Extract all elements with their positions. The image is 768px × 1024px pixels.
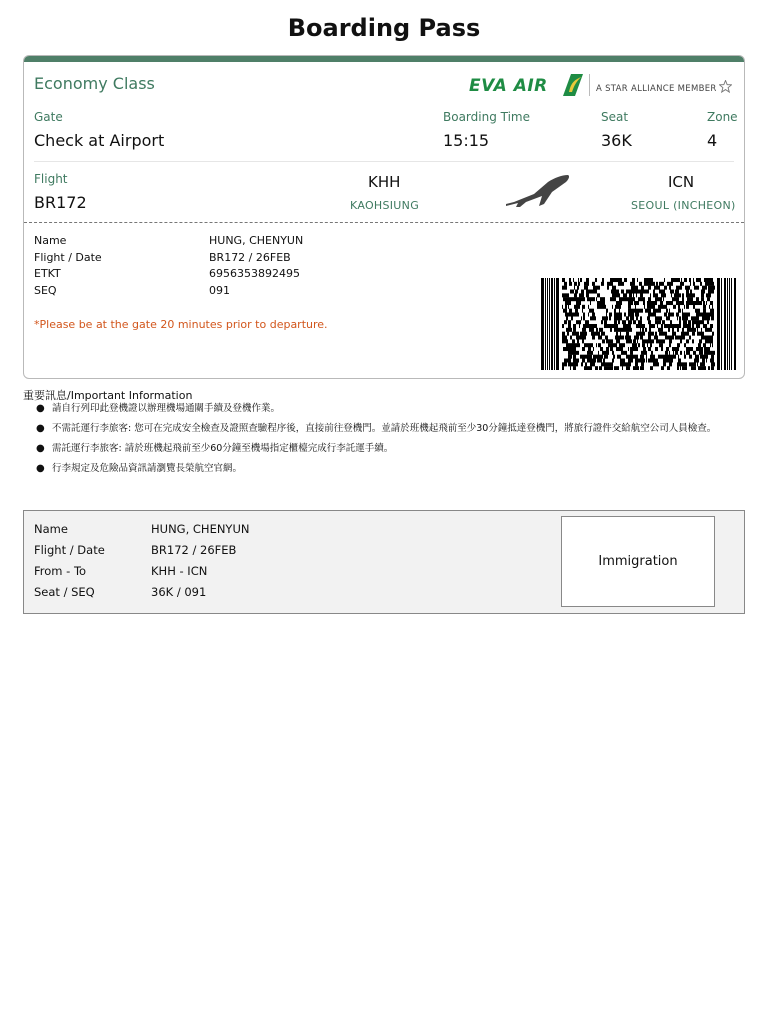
boarding-time-label: Boarding Time	[443, 110, 531, 124]
detail-name-value: HUNG, CHENYUN	[209, 234, 304, 247]
eva-air-logo-icon	[469, 72, 587, 96]
page-title: Boarding Pass	[287, 14, 481, 42]
origin-code: KHH	[368, 173, 401, 191]
airplane-icon	[504, 174, 572, 210]
gate-label: Gate	[34, 110, 63, 124]
bullet-icon: ●	[36, 423, 45, 434]
bullet-icon: ●	[36, 463, 45, 474]
boarding-pass-card	[23, 55, 745, 379]
airline-logo-text: EVA AIR	[469, 76, 548, 96]
stub-seat-seq-value: 36K / 091	[151, 585, 207, 599]
zone-value: 4	[707, 131, 718, 150]
logo-divider	[589, 74, 590, 96]
destination-code: ICN	[668, 173, 695, 191]
stub-name-label: Name	[34, 522, 68, 536]
info-item	[23, 403, 748, 415]
important-info-list	[23, 403, 748, 483]
gate-notice: *Please be at the gate 20 minutes prior to departure.	[34, 318, 328, 331]
destination-city: SEOUL (INCHEON)	[631, 199, 736, 212]
info-item-text: 行李規定及危險品資訊請瀏覽長榮航空官網。	[52, 463, 243, 474]
seat-label: Seat	[601, 110, 629, 124]
seat-value: 36K	[601, 131, 632, 150]
gate-value: Check at Airport	[34, 131, 165, 150]
boarding-time-value: 15:15	[443, 131, 490, 150]
info-item	[23, 443, 748, 455]
detail-flight-date-value: BR172 / 26FEB	[209, 251, 291, 264]
detail-name-label: Name	[34, 234, 67, 247]
stub-route-value: KHH - ICN	[151, 564, 208, 578]
immigration-label: Immigration	[598, 554, 678, 569]
flight-value: BR172	[34, 193, 87, 212]
barcode-icon	[541, 278, 736, 370]
stub-flight-date-label: Flight / Date	[34, 543, 105, 557]
stub-name-value: HUNG, CHENYUN	[151, 522, 250, 536]
origin-city: KAOHSIUNG	[350, 199, 420, 212]
immigration-stub	[23, 510, 745, 614]
eva-air-emblem-icon	[557, 72, 585, 96]
info-item	[23, 423, 748, 435]
zone-label: Zone	[707, 110, 738, 124]
detail-etkt-value: 6956353892495	[209, 267, 300, 280]
flight-label: Flight	[34, 172, 68, 186]
info-item	[23, 463, 748, 475]
cabin-class: Economy Class	[34, 74, 155, 93]
pass-accent-bar	[24, 56, 744, 62]
star-alliance-icon	[719, 80, 732, 93]
immigration-box	[561, 516, 715, 607]
detail-etkt-label: ETKT	[34, 267, 61, 280]
tear-line	[24, 222, 744, 223]
stub-flight-date-value: BR172 / 26FEB	[151, 543, 237, 557]
section-divider	[34, 161, 734, 162]
alliance-text: A STAR ALLIANCE MEMBER	[596, 84, 717, 94]
detail-seq-value: 091	[209, 284, 230, 297]
info-item-text: 不需託運行李旅客: 您可在完成安全檢查及證照查驗程序後，直接前往登機門。並請於班機起飛前至少30分鐘抵達登機門，將旅行證件交給航空公司人員檢查。	[52, 423, 717, 434]
stub-route-label: From - To	[34, 564, 87, 578]
info-item-text: 請自行列印此登機證以辦理機場通關手續及登機作業。	[52, 403, 281, 414]
bullet-icon: ●	[36, 403, 45, 414]
info-item-text: 需託運行李旅客: 請於班機起飛前至少60分鐘至機場指定櫃檯完成行李託運手續。	[52, 443, 394, 454]
important-info-title: 重要訊息/Important Information	[23, 389, 193, 402]
detail-flight-date-label: Flight / Date	[34, 251, 102, 264]
stub-seat-seq-label: Seat / SEQ	[34, 585, 95, 599]
detail-seq-label: SEQ	[34, 284, 57, 297]
bullet-icon: ●	[36, 443, 45, 454]
